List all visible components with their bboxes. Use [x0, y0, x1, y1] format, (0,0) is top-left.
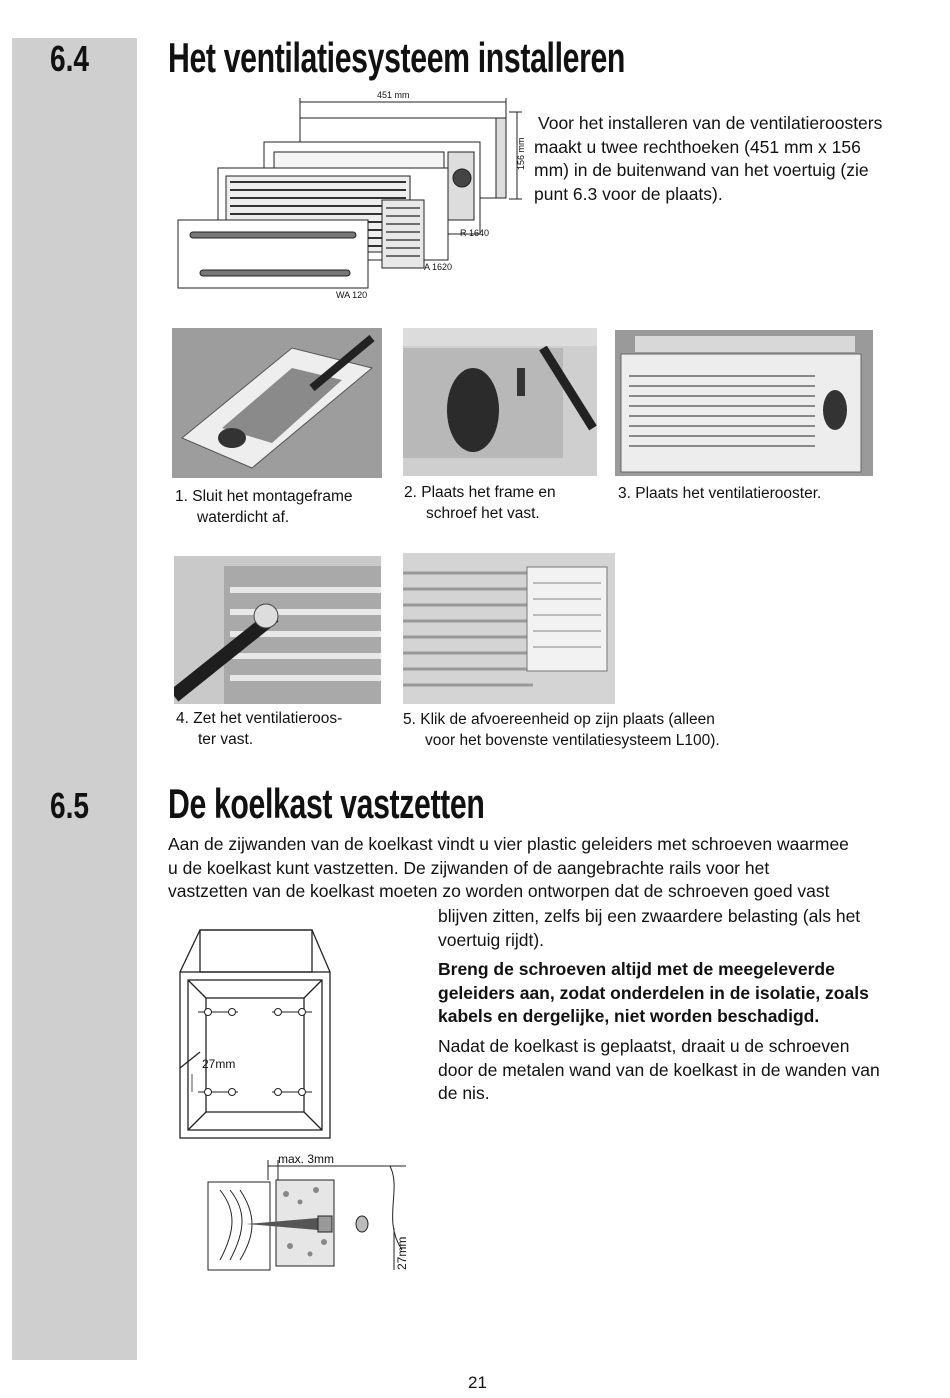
photo-sealing-frame — [172, 328, 382, 478]
dimension-width-label: 451 mm — [377, 90, 410, 100]
step-caption — [175, 486, 353, 528]
caption-line: ter vast. — [198, 731, 254, 748]
text-line: Breng de schroeven altijd met de meegeleverde — [438, 959, 835, 979]
part-label: A 1620 — [424, 262, 453, 272]
text-line: mm) in de buitenwand van het voertuig (zie — [534, 160, 869, 180]
text-line: blijven zitten, zelfs bij een zwaardere belasting (als het — [438, 906, 861, 926]
vent-exploded-diagram — [172, 84, 532, 304]
text-line: voertuig rijdt). — [438, 929, 545, 950]
text-line: punt 6.3 voor de plaats). — [534, 183, 723, 204]
section-title: Het ventilatiesysteem installeren — [168, 34, 626, 81]
step-caption — [403, 709, 720, 751]
text-line: maakt u twee rechthoeken (451 mm x 156 — [534, 136, 861, 157]
text-line: u de koelkast kunt vastzetten. De zijwanden of de aangebrachte rails voor het — [168, 857, 770, 878]
text-line: vastzetten van de koelkast moeten zo worden ontworpen dat de schroeven goed vast — [168, 881, 830, 901]
caption-line: 5. Klik de afvoereenheid op zijn plaats (alleen — [403, 711, 715, 728]
step-caption — [404, 482, 556, 524]
part-label: R 1640 — [460, 228, 490, 238]
detail-side-label: 27mm — [395, 1236, 409, 1270]
photo-screw-frame — [403, 328, 597, 476]
fridge-fixing-diagram — [176, 928, 336, 1140]
text-line: Voor het installeren van de ventilatieroosters — [538, 113, 883, 133]
fridge-intro-paragraph — [168, 833, 950, 904]
photo-fasten-grille — [174, 556, 381, 704]
caption-line: schroef het vast. — [426, 505, 540, 522]
caption-line: 1. Sluit het montageframe — [175, 488, 353, 505]
caption-line: 3. Plaats het ventilatierooster. — [618, 485, 822, 502]
caption-line: voor het bovenste ventilatiesysteem L100). — [425, 732, 720, 749]
dimension-height-label: 156 mm — [516, 137, 526, 170]
text-line: Aan de zijwanden van de koelkast vindt u vier plastic geleiders met schroeven waarmee — [168, 834, 849, 854]
caption-line: 2. Plaats het frame en — [404, 484, 556, 501]
fridge-dimension-label: 27mm — [202, 1057, 236, 1071]
step-caption — [176, 708, 342, 750]
text-line: kabels en dergelijke, niet worden beschadigd. — [438, 1006, 820, 1026]
caption-line: 4. Zet het ventilatieroos- — [176, 710, 343, 727]
step-caption — [618, 483, 821, 504]
photo-vent-grille — [615, 330, 873, 476]
warning-paragraph — [438, 958, 948, 1029]
text-line: geleiders aan, zodat onderdelen in de isolatie, zoals — [438, 982, 869, 1003]
part-label: WA 120 — [336, 290, 368, 300]
text-line: Nadat de koelkast is geplaatst, draait u de schroeven — [438, 1036, 850, 1056]
section-number: 6.5 — [50, 785, 90, 826]
fridge-intro-continued — [438, 905, 948, 952]
intro-paragraph — [534, 112, 944, 206]
section-title: De koelkast vastzetten — [168, 780, 485, 827]
text-line: de nis. — [438, 1083, 490, 1103]
section-number: 6.4 — [50, 38, 90, 79]
photo-click-unit — [403, 553, 615, 704]
text-line: door de metalen wand van de koelkast in de wanden van — [438, 1059, 880, 1080]
page-number: 21 — [468, 1373, 487, 1392]
fixing-paragraph — [438, 1035, 950, 1106]
screw-cross-section-diagram — [206, 1150, 416, 1272]
detail-max-label: max. 3mm — [278, 1152, 335, 1166]
section-sidebar — [12, 38, 137, 1360]
caption-line: waterdicht af. — [197, 509, 290, 526]
